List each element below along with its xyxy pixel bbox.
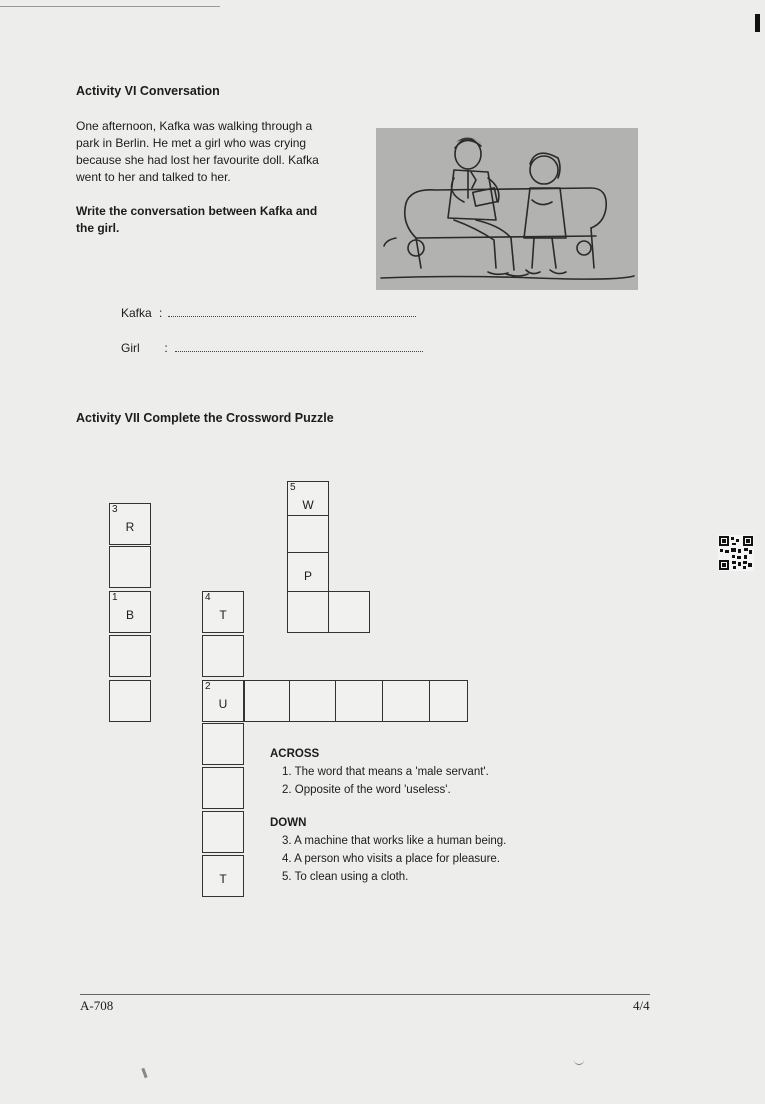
- crossword-cell[interactable]: [287, 481, 329, 523]
- crossword-cell[interactable]: [289, 680, 336, 722]
- crossword-cell[interactable]: [287, 591, 329, 633]
- girl-line: [121, 341, 423, 355]
- scan-mark: [141, 1068, 147, 1078]
- cell-number: 5: [290, 482, 296, 493]
- crossword-cell[interactable]: [109, 546, 151, 588]
- crossword-cell[interactable]: [244, 680, 290, 722]
- across-heading: ACROSS: [270, 748, 320, 760]
- activity6-story: [76, 118, 366, 186]
- page-number: 4/4: [633, 998, 650, 1013]
- crossword-cell[interactable]: [202, 811, 244, 853]
- paper-code: A-708: [80, 998, 114, 1013]
- cell-number: 3: [112, 504, 118, 515]
- story-line: One afternoon, Kafka was walking through a: [76, 119, 313, 133]
- clue-item: 5. To clean using a cloth.: [282, 871, 409, 883]
- crossword-cell[interactable]: [202, 767, 244, 809]
- crossword-cell[interactable]: [287, 552, 329, 592]
- cell-number: 1: [112, 592, 118, 603]
- down-heading: DOWN: [270, 817, 307, 829]
- top-edge-line: [0, 6, 220, 7]
- crossword-cell[interactable]: [287, 515, 329, 553]
- crossword-cell[interactable]: [382, 680, 430, 722]
- cell-letter: W: [302, 498, 314, 512]
- speaker-label: Girl: [121, 341, 140, 355]
- crossword-cell[interactable]: [328, 591, 370, 633]
- crossword-cell[interactable]: [202, 723, 244, 765]
- story-line: went to her and talked to her.: [76, 170, 231, 184]
- cell-number: 2: [205, 681, 211, 692]
- crossword-cell[interactable]: [202, 591, 244, 633]
- clue-item: 4. A person who visits a place for pleasure.: [282, 853, 500, 865]
- qr-code: [718, 535, 754, 571]
- story-line: park in Berlin. He met a girl who was crying: [76, 136, 307, 150]
- scan-mark: [574, 1058, 584, 1065]
- cell-letter: T: [219, 608, 227, 622]
- colon: :: [159, 306, 163, 320]
- activity6-instruction: [76, 203, 366, 237]
- qr-code-graphic: [718, 535, 754, 571]
- crossword-cell[interactable]: [109, 503, 151, 545]
- kafka-girl-illustration: [376, 128, 638, 290]
- activity7-heading: Activity VII Complete the Crossword Puzzle: [76, 411, 334, 425]
- clue-item: 1. The word that means a 'male servant'.: [282, 766, 489, 778]
- answer-blank[interactable]: [168, 308, 416, 317]
- instruction-line: the girl.: [76, 221, 120, 235]
- corner-mark: [755, 14, 760, 32]
- bench-scene-drawing: [376, 128, 638, 290]
- cell-letter: U: [218, 697, 228, 711]
- speaker-label: Kafka: [121, 306, 152, 320]
- crossword-cell[interactable]: [202, 635, 244, 677]
- crossword-cell[interactable]: [109, 680, 151, 722]
- cell-number: 4: [205, 592, 211, 603]
- cell-letter: R: [125, 520, 135, 534]
- cell-letter: P: [303, 569, 312, 583]
- across-clues: [270, 745, 489, 799]
- crossword-cell[interactable]: [109, 635, 151, 677]
- cell-letter: T: [219, 872, 227, 886]
- cell-letter: B: [125, 608, 134, 622]
- crossword-cell[interactable]: [429, 680, 468, 722]
- crossword-cell[interactable]: [202, 680, 244, 722]
- colon: :: [164, 341, 168, 355]
- crossword-cell[interactable]: [202, 855, 244, 897]
- footer-divider: [80, 994, 650, 995]
- kafka-line: [121, 306, 416, 320]
- story-line: because she had lost her favourite doll. Kafka: [76, 153, 319, 167]
- activity6-heading: Activity VI Conversation: [76, 84, 220, 98]
- instruction-line: Write the conversation between Kafka and: [76, 204, 318, 218]
- clue-item: 2. Opposite of the word 'useless'.: [282, 784, 451, 796]
- crossword-cell[interactable]: [335, 680, 383, 722]
- answer-blank[interactable]: [175, 343, 423, 352]
- down-clues: [270, 814, 506, 886]
- crossword-cell[interactable]: [109, 591, 151, 633]
- clue-item: 3. A machine that works like a human being.: [282, 835, 507, 847]
